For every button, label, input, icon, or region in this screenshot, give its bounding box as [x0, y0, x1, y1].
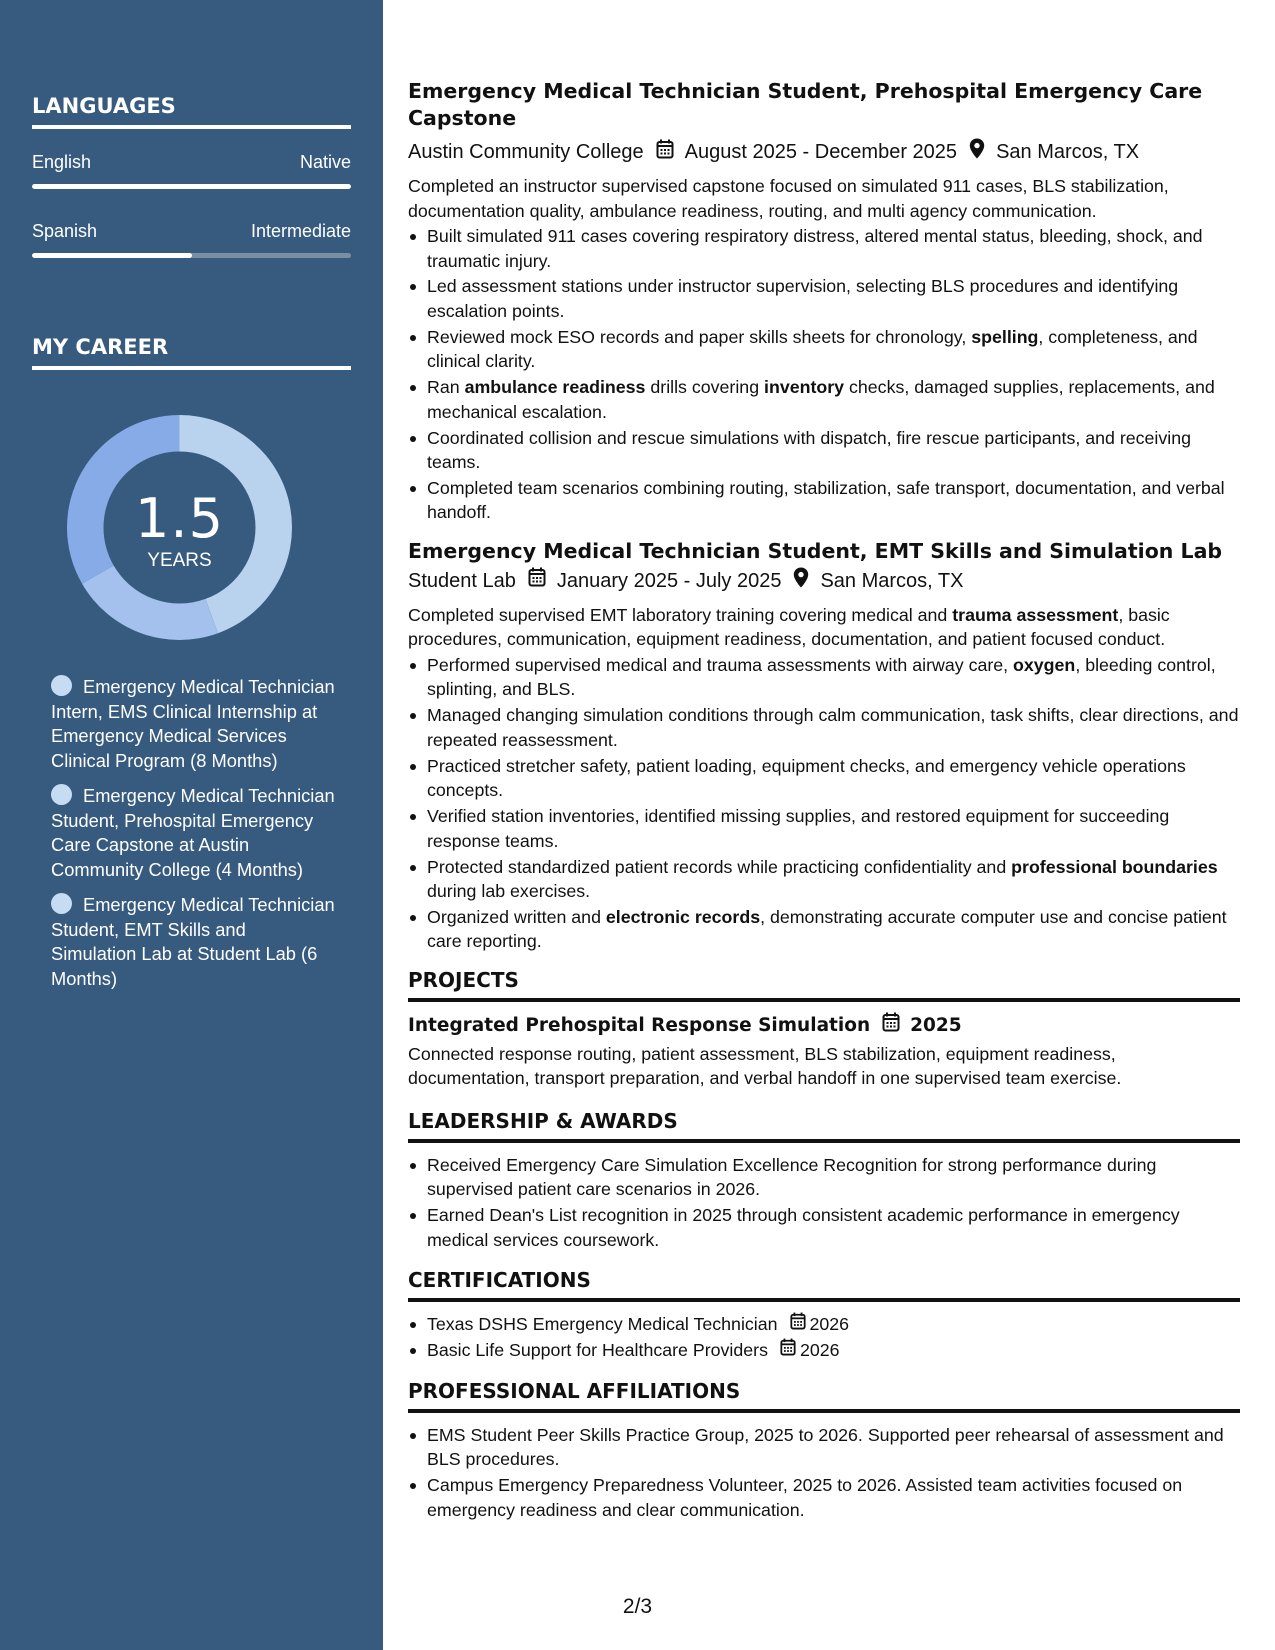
career-item-text: Emergency Medical Technician Student, Prehospital Emergency Care Capstone at Austin Community College (4 Months) — [51, 785, 335, 880]
job-dates: August 2025 - December 2025 — [684, 141, 958, 163]
career-donut-segment — [82, 566, 218, 641]
calendar-icon — [656, 139, 674, 166]
main-content — [408, 78, 1240, 1523]
bullet-item: Completed team scenarios combining routing, stabilization, safe transport, documentation, and verbal handoff. — [408, 476, 1240, 525]
project-entry — [408, 1012, 1240, 1091]
career-item — [51, 893, 336, 991]
bullet-item: Led assessment stations under instructor supervision, selecting BLS procedures and identifying escalation points. — [408, 274, 1240, 323]
calendar-icon — [780, 1338, 796, 1363]
leadership-list — [408, 1153, 1240, 1252]
bullet-item: Performed supervised medical and trauma assessments with airway care, oxygen, bleeding control, splinting, and BLS. — [408, 653, 1240, 702]
bullet-item: Coordinated collision and rescue simulations with dispatch, fire rescue participants, and receiving teams. — [408, 426, 1240, 475]
job-org: Austin Community College — [408, 141, 644, 163]
job-meta — [408, 567, 1240, 595]
experience-entry — [408, 538, 1240, 954]
bullet-item: Protected standardized patient records while practicing confidentiality and professional boundaries during lab exercises. — [408, 855, 1240, 904]
career-dot — [51, 675, 72, 696]
job-title: Emergency Medical Technician Student, EMT Skills and Simulation Lab — [408, 538, 1223, 563]
language-bar-english — [32, 184, 351, 189]
job-location: San Marcos, TX — [996, 141, 1140, 163]
leadership-heading: LEADERSHIP & AWARDS — [408, 1109, 1240, 1143]
bullet-item: Organized written and electronic records, demonstrating accurate computer use and concise patient care reporting. — [408, 905, 1240, 954]
affiliations-list — [408, 1423, 1240, 1522]
language-row-spanish — [32, 221, 351, 242]
sidebar — [0, 0, 383, 1650]
certification-year: 2026 — [809, 1314, 850, 1335]
career-item-text: Emergency Medical Technician Student, EMT Skills and Simulation Lab at Student Lab (6 Months) — [51, 894, 335, 989]
certification-item — [408, 1312, 1240, 1337]
language-level: Intermediate — [250, 221, 351, 241]
career-item — [51, 784, 336, 882]
career-total-value: 1.5 — [135, 487, 224, 550]
bullet-item: EMS Student Peer Skills Practice Group, 2025 to 2026. Supported peer rehearsal of assessment and BLS procedures. — [408, 1423, 1240, 1472]
career-dot — [51, 784, 72, 805]
experience-entry — [408, 78, 1240, 525]
certification-name: Texas DSHS Emergency Medical Technician — [427, 1314, 778, 1335]
job-org: Student Lab — [408, 569, 516, 592]
project-description: Connected response routing, patient assessment, BLS stabilization, equipment readiness, documentation, transport preparation, and verbal handoff in one supervised team exercise. — [408, 1043, 1122, 1089]
career-heading: MY CAREER — [32, 335, 351, 370]
certifications-list — [408, 1312, 1240, 1362]
calendar-icon — [882, 1012, 900, 1040]
calendar-icon — [790, 1312, 806, 1337]
career-total-unit: YEARS — [147, 550, 212, 571]
language-name: Spanish — [32, 221, 98, 241]
career-item-text: Emergency Medical Technician Intern, EMS Clinical Internship at Emergency Medical Services Clinical Program (8 Months) — [51, 676, 335, 771]
map-pin-icon — [793, 567, 809, 595]
career-dot — [51, 893, 72, 914]
job-dates: January 2025 - July 2025 — [556, 569, 782, 592]
career-item — [51, 675, 336, 773]
certification-item — [408, 1338, 1240, 1363]
projects-heading: PROJECTS — [408, 968, 1240, 1002]
bullet-item: Reviewed mock ESO records and paper skills sheets for chronology, spelling, completeness, and clinical clarity. — [408, 325, 1240, 374]
bullet-item: Verified station inventories, identified missing supplies, and restored equipment for succeeding response teams. — [408, 804, 1240, 853]
affiliations-heading: PROFESSIONAL AFFILIATIONS — [408, 1379, 1240, 1413]
language-row-english — [32, 152, 351, 173]
bullet-item: Built simulated 911 cases covering respiratory distress, altered mental status, bleeding, shock, and traumatic injury. — [408, 224, 1240, 273]
language-level: Native — [299, 152, 351, 172]
language-name: English — [32, 152, 92, 172]
language-bar-spanish — [32, 253, 351, 258]
language-bar-fill — [32, 253, 192, 258]
job-summary: Completed an instructor supervised capstone focused on simulated 911 cases, BLS stabilization, documentation quality, ambulance readiness, routing, and multi agency communication. — [408, 176, 1169, 221]
project-title-row — [408, 1012, 1240, 1040]
job-bullets — [408, 224, 1240, 525]
job-bullets — [408, 653, 1240, 954]
languages-heading: LANGUAGES — [32, 94, 351, 129]
bullet-item: Ran ambulance readiness drills covering inventory checks, damaged supplies, replacements, and mechanical escalation. — [408, 375, 1240, 424]
job-meta — [408, 138, 1240, 166]
page-number: 2/3 — [622, 1595, 653, 1618]
job-title: Emergency Medical Technician Student, Prehospital Emergency Care Capstone — [408, 79, 1203, 130]
calendar-icon — [528, 567, 546, 594]
bullet-item: Campus Emergency Preparedness Volunteer, 2025 to 2026. Assisted team activities focused on emergency readiness and clear communication. — [408, 1473, 1240, 1522]
project-year: 2025 — [910, 1014, 962, 1036]
certifications-heading: CERTIFICATIONS — [408, 1268, 1240, 1302]
certification-year: 2026 — [799, 1340, 840, 1361]
certification-name: Basic Life Support for Healthcare Providers — [427, 1340, 768, 1361]
bullet-item: Practiced stretcher safety, patient loading, equipment checks, and emergency vehicle operations concepts. — [408, 754, 1240, 803]
job-summary: Completed supervised EMT laboratory training covering medical and trauma assessment, basic procedures, communication, equipment readiness, documentation, and patient focused conduct. — [408, 604, 1170, 650]
language-bar-fill — [32, 184, 351, 189]
job-location: San Marcos, TX — [820, 569, 964, 592]
map-pin-icon — [969, 138, 985, 166]
project-title: Integrated Prehospital Response Simulation — [408, 1014, 871, 1036]
bullet-item: Earned Dean's List recognition in 2025 through consistent academic performance in emergency medical services coursework. — [408, 1203, 1240, 1252]
bullet-item: Managed changing simulation conditions through calm communication, task shifts, clear directions, and repeated reassessment. — [408, 703, 1240, 752]
career-list — [51, 675, 336, 1002]
bullet-item: Received Emergency Care Simulation Excellence Recognition for strong performance during supervised patient care scenarios in 2026. — [408, 1153, 1240, 1202]
